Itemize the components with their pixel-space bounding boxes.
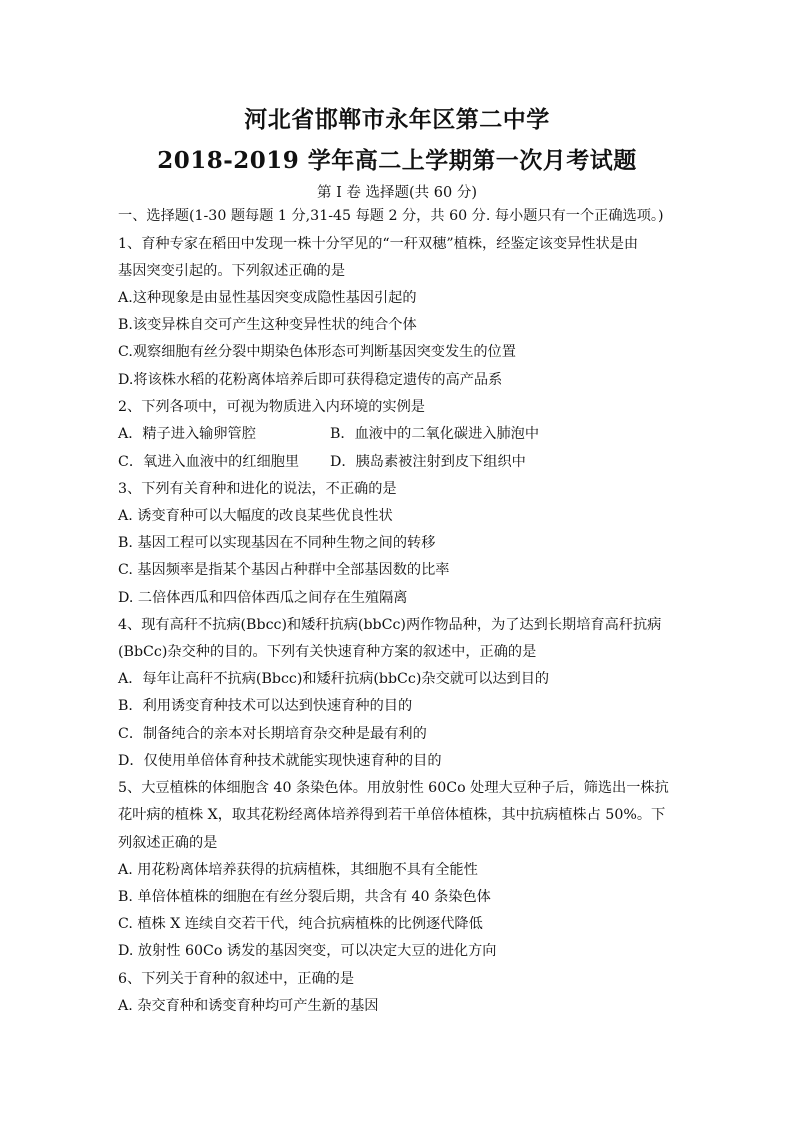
q6-option-a: A. 杂交育种和诱变育种均可产生新的基因 — [118, 998, 379, 1014]
q1-option-d: D.将该株水稻的花粉离体培养后即可获得稳定遗传的高产品系 — [118, 372, 503, 388]
school-title: 河北省邯郸市永年区第二中学 — [244, 106, 550, 133]
q5-option-d: D. 放射性 60Co 诱发的基因突变，可以决定大豆的进化方向 — [118, 943, 497, 959]
q1-option-a: A.这种现象是由显性基因突变成隐性基因引起的 — [118, 290, 417, 306]
q3-option-b: B. 基因工程可以实现基因在不同种生物之间的转移 — [118, 535, 436, 551]
q1-option-c: C.观察细胞有丝分裂中期染色体形态可判断基因突变发生的位置 — [118, 344, 516, 360]
q6-stem: 6、下列关于育种的叙述中，正确的是 — [118, 971, 355, 987]
q2-options-row1 — [118, 425, 540, 443]
q5-stem-line2: 花叶病的植株 X，取其花粉经离体培养得到若干单倍体植株，其中抗病植株占 50%。下 — [118, 807, 666, 823]
q2-option-b: B．血液中的二氧化碳进入肺泡中 — [330, 426, 540, 442]
q4-option-c: C．制备纯合的亲本对长期培育杂交种是最有利的 — [118, 726, 427, 742]
q4-option-b: B．利用诱变育种技术可以达到快速育种的目的 — [118, 698, 413, 714]
q3-stem: 3、下列有关育种和进化的说法，不正确的是 — [118, 481, 397, 497]
q4-option-d: D．仅使用单倍体育种技术就能实现快速育种的目的 — [118, 753, 442, 769]
q4-option-a: A．每年让高秆不抗病(Bbcc)和矮秆抗病(bbCc)杂交就可以达到目的 — [118, 671, 550, 687]
q2-stem: 2、下列各项中，可视为物质进入内环境的实例是 — [118, 399, 425, 415]
q2-option-c: C．氧进入血液中的红细胞里 — [118, 454, 300, 470]
exam-title: 2018-2019 学年高二上学期第一次月考试题 — [157, 147, 637, 174]
q5-option-a: A. 用花粉离体培养获得的抗病植株，其细胞不具有全能性 — [118, 862, 478, 878]
q1-stem-line1: 1、育种专家在稻田中发现一株十分罕见的“一秆双穗”植株，经鉴定该变异性状是由 — [118, 236, 639, 252]
q5-stem-line1: 5、大豆植株的体细胞含 40 条染色体。用放射性 60Co 处理大豆种子后，筛选出一株抗 — [118, 780, 669, 796]
q2-options-row2 — [118, 453, 526, 471]
q2-option-a: A．精子进入输卵管腔 — [118, 426, 256, 442]
q1-stem-line2: 基因突变引起的。下列叙述正确的是 — [118, 263, 346, 279]
q5-stem-line3: 列叙述正确的是 — [118, 835, 218, 851]
q3-option-c: C. 基因频率是指某个基因占种群中全部基因数的比率 — [118, 562, 450, 578]
section-heading: 第 I 卷 选择题(共 60 分) — [316, 185, 478, 201]
q3-option-d: D. 二倍体西瓜和四倍体西瓜之间存在生殖隔离 — [118, 590, 408, 606]
q5-option-b: B. 单倍体植株的细胞在有丝分裂后期，共含有 40 条染色体 — [118, 889, 491, 905]
q3-option-a: A. 诱变育种可以大幅度的改良某些优良性状 — [118, 508, 393, 524]
q1-option-b: B.该变异株自交可产生这种变异性状的纯合个体 — [118, 317, 417, 333]
q4-stem-line1: 4、现有高秆不抗病(Bbcc)和矮秆抗病(bbCc)两作物品种，为了达到长期培育高秆抗病 — [118, 617, 662, 633]
instructions: 一、选择题(1-30 题每题 1 分,31-45 每题 2 分，共 60 分. 每小题只有一个正确选项。) — [118, 208, 664, 224]
q4-stem-line2: (BbCc)杂交种的目的。下列有关快速育种方案的叙述中，正确的是 — [118, 644, 537, 660]
q5-option-c: C. 植株 X 连续自交若干代，纯合抗病植株的比例逐代降低 — [118, 916, 483, 932]
q2-option-d: D．胰岛素被注射到皮下组织中 — [330, 454, 526, 470]
